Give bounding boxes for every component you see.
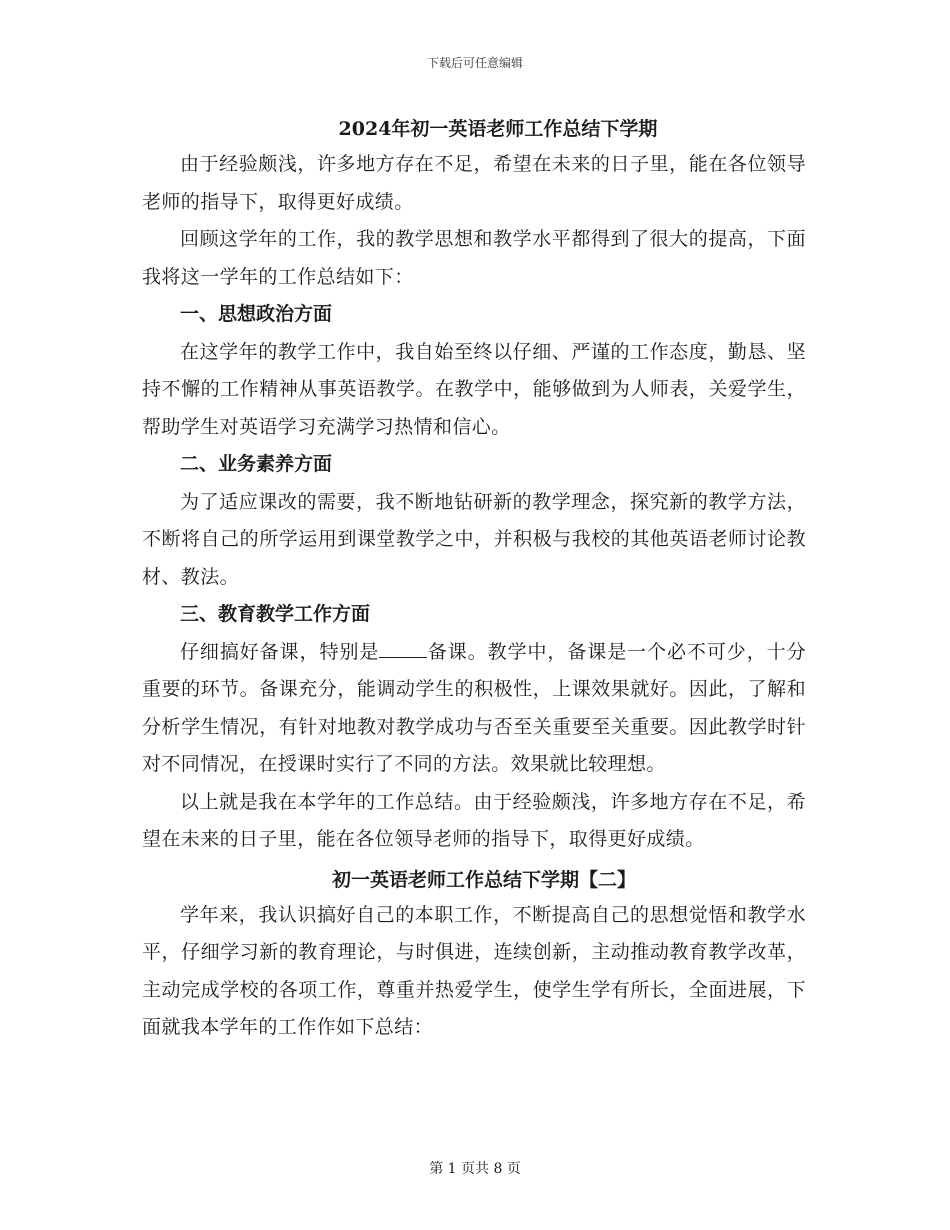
section-body-3: [142, 634, 806, 784]
header-note: 下载后可任意编辑: [426, 56, 523, 70]
page-footer: 第 1 页共 8 页: [429, 1161, 521, 1177]
intro-paragraph-2: 回顾这学年的工作，我的教学思想和教学水平都得到了很大的提高，下面我将这一学年的工作总结如下：: [142, 228, 806, 288]
document-body: [142, 112, 806, 1047]
section-body-3-part-1: 仔细搞好备课，特别是: [180, 640, 380, 663]
fill-in-blank: [379, 639, 427, 658]
intro-paragraph-1: 由于经验颇浅，许多地方存在不足，希望在未来的日子里，能在各位领导老师的指导下，取得更好成绩。: [142, 153, 806, 213]
part2-intro-paragraph: 学年来，我认识搞好自己的本职工作，不断提高自己的思想觉悟和教学水平，仔细学习新的教育理论，与时俱进，连续创新，主动推动教育教学改革，主动完成学校的各项工作，尊重并热爱学生，使学生学有所长，全面进展，下面就我本学年的工作作如下总结：: [142, 903, 806, 1038]
section-heading-3: 三、教育教学工作方面: [180, 603, 371, 625]
section-heading-2: 二、业务素养方面: [180, 453, 333, 475]
closing-paragraph: 以上就是我在本学年的工作总结。由于经验颇浅，许多地方存在不足，希望在未来的日子里，能在各位领导老师的指导下，取得更好成绩。: [142, 790, 806, 850]
section-body-2: 为了适应课改的需要，我不断地钻研新的教学理念，探究新的教学方法，不断将自己的所学运用到课堂教学之中，并积极与我校的其他英语老师讨论教材、教法。: [142, 490, 806, 588]
section-body-1: 在这学年的教学工作中，我自始至终以仔细、严谨的工作态度，勤恳、坚持不懈的工作精神从事英语教学。在教学中，能够做到为人师表，关爱学生，帮助学生对英语学习充满学习热情和信心。: [142, 340, 806, 438]
section-heading-1: 一、思想政治方面: [180, 303, 333, 325]
document-title: 2024年初一英语老师工作总结下学期: [338, 118, 658, 140]
section-body-3-part-2: 备课。教学中，备课是一个必不可少，十分重要的环节。备课充分，能调动学生的积极性，上课效果就好。因此，了解和分析学生情况，有针对地教对教学成功与否至关重要至关重要。因此教学时针对不同情况，在授课时实行了不同的方法。效果就比较理想。: [142, 640, 806, 775]
document-title-2: 初一英语老师工作总结下学期【二】: [331, 868, 636, 891]
